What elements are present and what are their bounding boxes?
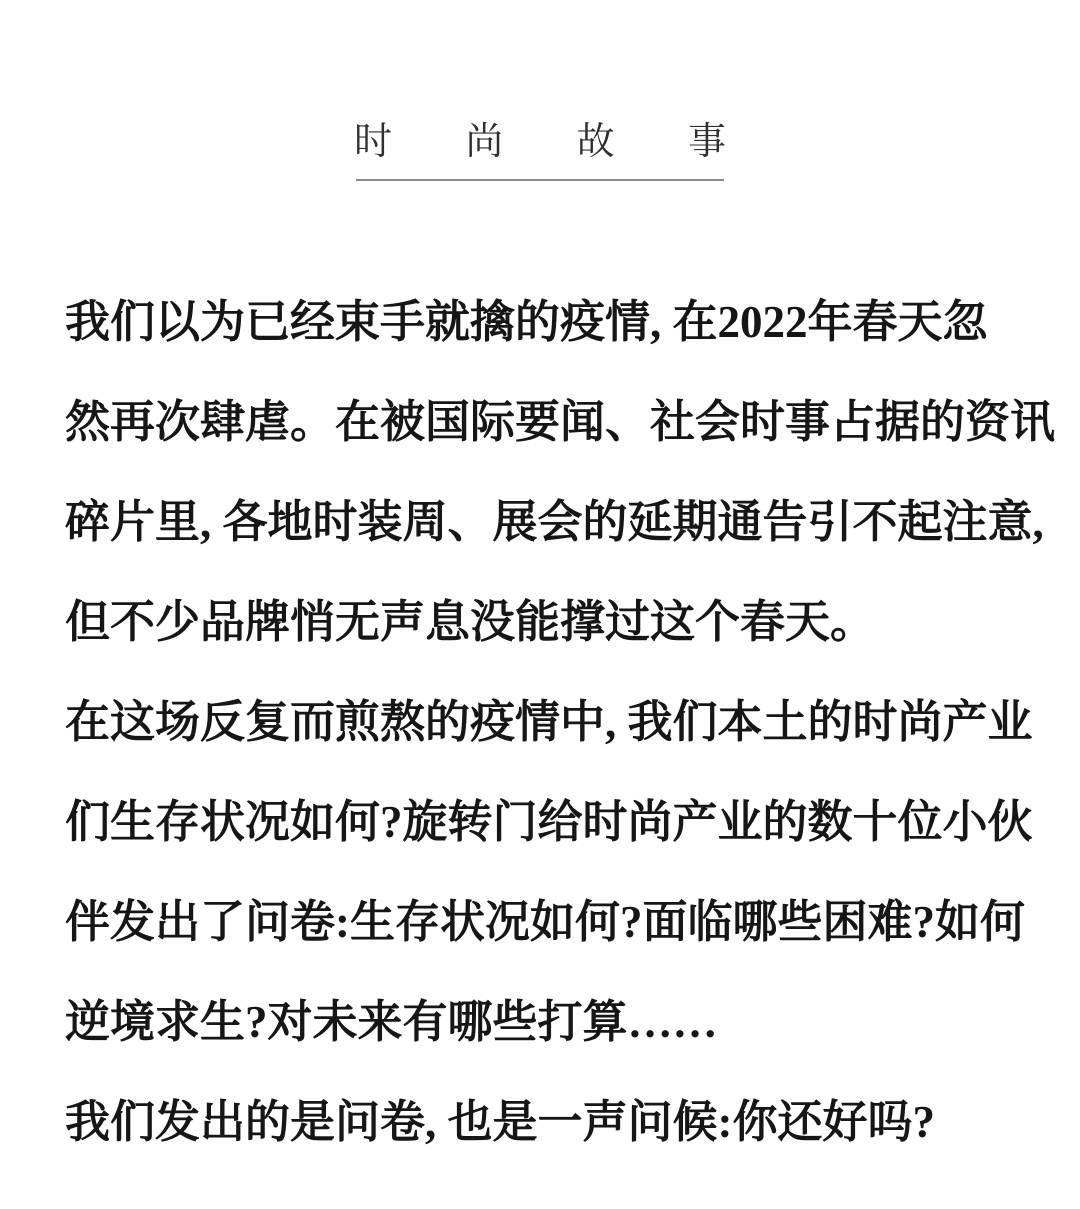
text-line: 伴发出了问卷:生存状况如何?面临哪些困难?如何: [65, 897, 1025, 947]
text-line: 我们以为已经束手就擒的疫情, 在2022年春天忽: [65, 297, 988, 347]
text-line: 逆境求生?对未来有哪些打算……: [65, 997, 718, 1047]
section-title: [354, 121, 726, 163]
article-body: [65, 272, 1080, 1172]
title-char-1: 时: [354, 121, 393, 163]
title-char-2: 尚: [465, 121, 504, 163]
title-char-4: 事: [687, 121, 726, 163]
text-line: 但不少品牌悄无声息没能撑过这个春天。: [65, 597, 876, 647]
title-char-3: 故: [576, 121, 615, 163]
paragraph-3: [65, 1072, 1080, 1172]
text-line: 在这场反复而煎熬的疫情中, 我们本土的时尚产业: [65, 697, 1033, 747]
text-line: 然再次肆虐。在被国际要闻、社会时事占据的资讯: [65, 397, 1056, 447]
paragraph-1: [65, 272, 1080, 672]
section-header: [0, 121, 1080, 181]
text-line: 我们发出的是问卷, 也是一声问候:你还好吗?: [65, 1097, 935, 1147]
text-line: 碎片里, 各地时装周、展会的延期通告引不起注意,: [65, 497, 1044, 547]
paragraph-2: [65, 672, 1080, 1072]
header-underline: [356, 179, 724, 181]
text-line: 们生存状况如何?旋转门给时尚产业的数十位小伙: [65, 797, 1033, 847]
